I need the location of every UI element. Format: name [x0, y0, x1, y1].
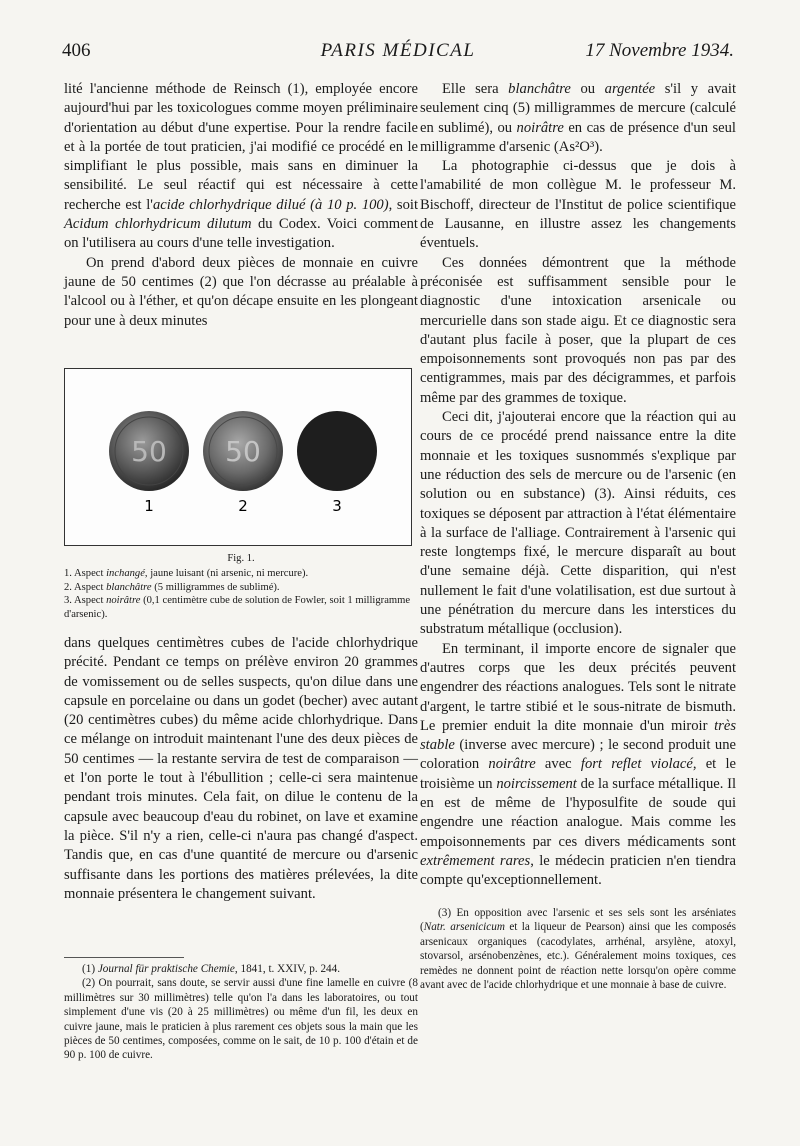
paragraph: Ces données démontrent que la méthode préconisée est suffisamment sensible pour le diagnostic d'une intoxication arsenicale ou mercurielle dans son stade aigu. Et ce diagnostic sera d'autant plus facile à poser, que la plupart de ces empoisonnements sont provoqués non pas par des centigrammes, mais par des décigrammes, et parfois même par des grammes de toxique.: [420, 254, 736, 406]
footnote: (3) En opposition avec l'arsenic et ses sels sont les arséniates (Natr. arsenicicum et la liqueur de Pearson) ainsi que les composés arsenicaux organiques (cacodylates, arrhénal, arsylène, atoxyl, stovarsol, arsénobenzènes, etc.). Généralement moins toxiques, ces remèdes ne donnent point de réaction nette lorsqu'on opère comme avant avec de l'acide chlorhydrique et une monnaie à base de cuivre.: [420, 907, 736, 992]
paragraph: On prend d'abord deux pièces de monnaie en cuivre jaune de 50 centimes (2) que l'on décrasse au préalable à l'alcool ou à l'éther, et qu'on décape ensuite en les plongeant pour une à deux minutes: [64, 254, 418, 329]
figure-caption: [64, 552, 418, 621]
footnote: (2) On pourrait, sans doute, se servir aussi d'une fine lamelle en cuivre (8 millimètres sur 30 millimètres) telle qu'on l'a dans les laboratoires, ou tout simplement d'une vis (20 à 25 millimètres) ou même d'un fil, les deux en cuivre jaune, mais le praticien à plus rarement ces objets sous la main que les pièces de 50 centimes, composées, comme on le sait, de 10 p. 100 d'étain et de 90 p. 100 de cuivre.: [64, 977, 418, 1062]
paragraph: La photographie ci-dessus que je dois à l'amabilité de mon collègue M. le professeur M. Bischoff, directeur de l'Institut de police scientifique de Lausanne, en illustre assez les changements éventuels.: [420, 158, 736, 252]
paragraph: Elle sera blanchâtre ou argentée s'il y avait seulement cinq (5) milligrammes de mercure (calculé en sublimé), ou noirâtre en cas de présence d'un seul milligramme d'arsenic (As²O³).: [420, 81, 736, 155]
svg-text:50: 50: [131, 435, 167, 468]
caption-line: 3. Aspect noirâtre (0,1 centimètre cube de solution de Fowler, soit 1 milligramme d'arsenic).: [64, 595, 411, 620]
coin-label: 3: [332, 497, 342, 515]
caption-line: 1. Aspect inchangé, jaune luisant (ni arsenic, ni mercure).: [64, 568, 309, 580]
page-number: 406: [62, 40, 91, 61]
figure-title: Fig. 1.: [227, 553, 255, 564]
caption-line: 2. Aspect blanchâtre (5 milligrammes de sublimé).: [64, 581, 280, 593]
footnote-rule: [64, 957, 184, 958]
coin-1: [109, 411, 189, 491]
svg-text:50: 50: [225, 435, 261, 468]
coin-2: [203, 411, 283, 491]
coin-label: 1: [144, 497, 154, 515]
issue-date: 17 Novembre 1934.: [585, 40, 734, 61]
figure-photograph: [64, 368, 412, 546]
coin-label: 2: [238, 497, 248, 515]
journal-title: PARIS MÉDICAL: [320, 40, 476, 61]
running-header: [62, 40, 734, 70]
right-footnote: [420, 906, 736, 992]
left-column-top: [64, 80, 418, 331]
right-column: [420, 80, 736, 890]
paragraph: dans quelques centimètres cubes de l'acide chlorhydrique précité. Pendant ce temps on prélève environ 20 grammes de vomissement ou de selles suspects, qu'on dilue dans une capsule en porcelaine ou dans un godet (becher) avec autant (20 centimètres cubes) du même acide chlorhydrique. Dans ce mélange on introduit maintenant l'une des deux pièces de 50 centimes — la restante servira de test de comparaison — et l'on porte le tout à l'ébullition ; celle-ci sera maintenue pendant trois minutes. Cela fait, on dilue le contenu de la capsule avec beaucoup d'eau du robinet, on lave et examine la pièce. S'il n'y a rien, celle-ci n'aura pas changé d'aspect. Tandis que, en cas d'une quantité de mercure ou d'arsenic suffisante dans les portions des matières prélevées, la dite monnaie présentera le changement suivant.: [64, 635, 418, 902]
left-column-bottom: [64, 634, 418, 904]
paragraph: En terminant, il importe encore de signaler que d'autres corps que les deux précités peuvent engendrer des réactions analogues. Tels sont le nitrate d'argent, le tartre stibié et le sous-nitrate de bismuth. Le premier enduit la dite monnaie d'un miroir très stable (inverse avec mercure) ; le second produit une coloration noirâtre avec fort reflet violacé, et le troisième un noircissement de la surface métallique. Il en est de même de l'hyposulfite de soude qui engendre une réaction analogue. Mais comme les empoisonnements par ces divers médicaments sont extrêmement rares, le médecin praticien n'en tiendra compte qu'exceptionnellement.: [420, 640, 736, 889]
paragraph: lité l'ancienne méthode de Reinsch (1), employée encore aujourd'hui par les toxicologues comme moyen préliminaire d'orientation au début d'une expertise. Pour la rendre facile et à la portée de tout praticien, j'ai modifié ce procédé en le simplifiant le plus possible, mais sans en diminuer la sensibilité. Le seul réactif qui est nécessaire à cette recherche est l'acide chlorhydrique dilué (à 10 p. 100), soit Acidum chlorhydricum dilutum du Codex. Voici comment on l'utilisera au cours d'une telle investigation.: [64, 81, 418, 252]
footnote: (1) Journal für praktische Chemie, 1841, t. XXIV, p. 244.: [82, 963, 341, 975]
coins-photo: [65, 369, 411, 545]
paragraph: Ceci dit, j'ajouterai encore que la réaction qui au cours de ce procédé prend naissance entre la dite monnaie et les toxiques susnommés s'explique par une réduction des sels de mercure ou de l'arsenic (en solution ou en substance) (3). Ainsi réduits, ces toxiques se déposent par attraction à l'état élémentaire à la surface de l'alliage. Contrairement à l'arsenic qui reste longtemps fixé, le mercure disparaît au bout d'une semaine déjà. Cette disparition, qui n'est nullement le fait d'une volatilisation, est due surtout à une pénétration du mercure dans les interstices du substratum métallique (occlusion).: [420, 409, 736, 638]
left-footnotes: [64, 962, 418, 1063]
coin-3: [297, 411, 377, 491]
